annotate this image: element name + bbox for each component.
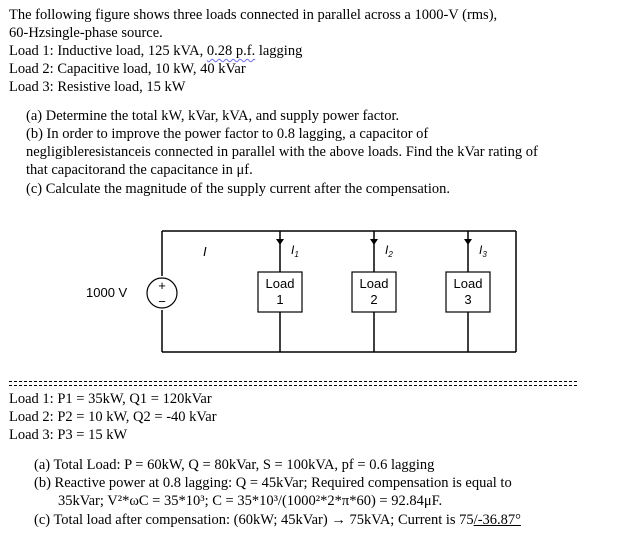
load1-box-number: 1	[276, 292, 284, 307]
question-b-line-1: (b) In order to improve the power factor to 0.8 lagging, a capacitor of	[26, 126, 429, 142]
question-b-line-3: that capacitorand the capacitance in μf.	[26, 162, 253, 178]
source-plus: +	[158, 278, 166, 293]
source-minus: −	[158, 294, 166, 309]
branch1-current-arrow-icon	[276, 239, 284, 245]
load1-suffix: lagging	[255, 43, 303, 59]
solution-b-line-1: (b) Reactive power at 0.8 lagging: Q = 45kVar; Required compensation is equal to	[34, 475, 512, 491]
solution-c-text: (c) Total load after compensation: (60kW; 45kVar) → 75kVA; Current is 75	[34, 512, 474, 528]
solution-c-angle: /-36.87°	[473, 512, 521, 528]
source-voltage-label: 1000 V	[86, 285, 128, 300]
solution-load2: Load 2: P2 = 10 kW, Q2 = -40 kVar	[9, 409, 217, 425]
branch3-current-arrow-icon	[464, 239, 472, 245]
solution-a: (a) Total Load: P = 60kW, Q = 80kVar, S = 100kVA, pf = 0.6 lagging	[34, 457, 435, 473]
load1-power-factor: 0.28 p.f.	[206, 43, 256, 59]
total-current-label: I	[203, 244, 207, 259]
question-b-line-2: negligibleresistanceis connected in parallel with the above loads. Find the kVar rating of	[26, 144, 538, 160]
load2-box-number: 2	[370, 292, 378, 307]
branch1-current-label: $I_1$	[291, 243, 299, 259]
separator-dashed-2	[9, 385, 577, 386]
branch2-current-label: $I_2$	[385, 243, 393, 259]
solution-c	[34, 511, 521, 529]
solution-b-line-2: 35kVar; V²*ωC = 35*10³; C = 35*10³/(1000²*2*π*60) = 92.84μF.	[58, 493, 443, 509]
question-a: (a) Determine the total kW, kVar, kVA, and supply power factor.	[26, 108, 400, 124]
branch3-current-label: $I_3$	[479, 243, 487, 259]
solution-load1: Load 1: P1 = 35kW, Q1 = 120kVar	[9, 391, 212, 407]
question-c: (c) Calculate the magnitude of the supply current after the compensation.	[26, 181, 450, 197]
load2-description: Load 2: Capacitive load, 10 kW, 40 kVar	[9, 61, 246, 77]
load3-description: Load 3: Resistive load, 15 kW	[9, 79, 186, 95]
intro-line-2: 60-Hzsingle-phase source.	[9, 25, 163, 41]
branch2-current-arrow-icon	[370, 239, 378, 245]
load1-prefix: Load 1: Inductive load, 125 kVA,	[9, 43, 207, 59]
load2-box-word: Load	[359, 276, 389, 291]
load3-box-number: 3	[464, 292, 472, 307]
separator-dashed	[9, 381, 577, 382]
intro-line-1: The following figure shows three loads connected in parallel across a 1000-V (rms),	[9, 7, 498, 23]
solution-load3: Load 3: P3 = 15 kW	[9, 427, 128, 443]
load1-box-word: Load	[265, 276, 295, 291]
load3-box-word: Load	[453, 276, 483, 291]
